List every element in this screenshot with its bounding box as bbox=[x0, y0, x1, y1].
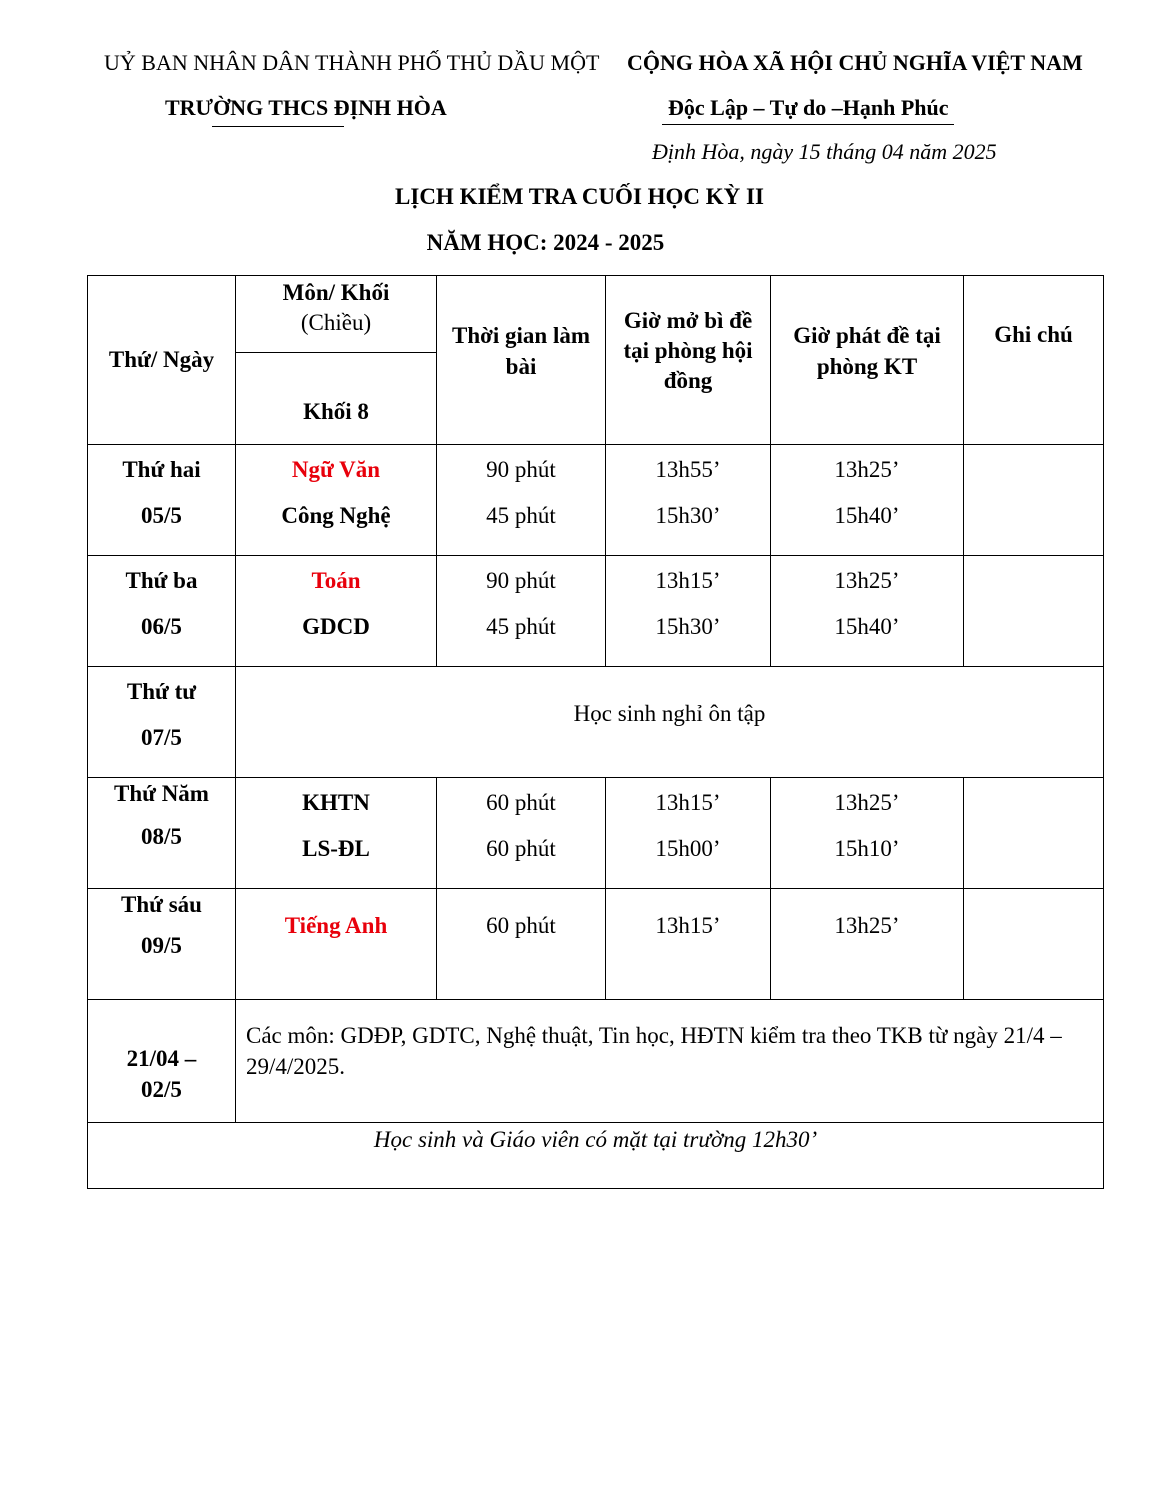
range-date-cell bbox=[88, 1000, 236, 1123]
authority-name: UỶ BAN NHÂN DÂN THÀNH PHỐ THỦ DẦU MỘT bbox=[104, 50, 600, 75]
country-name: CỘNG HÒA XÃ HỘI CHỦ NGHĨA VIỆT NAM bbox=[627, 50, 1083, 75]
duration-cell bbox=[437, 445, 606, 556]
open-time-cell bbox=[606, 889, 771, 1000]
day-name: Thứ sáu bbox=[121, 892, 202, 917]
open-time-value: 15h30’ bbox=[655, 614, 721, 639]
subject-cell bbox=[236, 445, 437, 556]
subject-name: LS-ĐL bbox=[302, 836, 370, 861]
col-day-header bbox=[88, 276, 236, 445]
distribute-time-cell bbox=[771, 445, 964, 556]
subject-name: Công Nghệ bbox=[281, 503, 391, 528]
note-cell bbox=[964, 445, 1104, 556]
range-date-end: 02/5 bbox=[141, 1077, 182, 1102]
day-date: 09/5 bbox=[141, 933, 182, 958]
open-time-value: 15h00’ bbox=[655, 836, 721, 861]
open-time-value: 13h15’ bbox=[655, 913, 721, 938]
duration-value: 90 phút bbox=[486, 568, 556, 593]
distribute-time-value: 15h40’ bbox=[834, 503, 900, 528]
note-cell bbox=[964, 778, 1104, 889]
day-cell bbox=[88, 445, 236, 556]
col-note-header bbox=[964, 276, 1104, 445]
open-time-value: 15h30’ bbox=[655, 503, 721, 528]
subject-cell bbox=[236, 778, 437, 889]
duration-value: 60 phút bbox=[486, 913, 556, 938]
subject-name: GDCD bbox=[302, 614, 370, 639]
range-text-cell bbox=[236, 1000, 1104, 1123]
table-row bbox=[88, 556, 1104, 667]
subject-cell bbox=[236, 556, 437, 667]
subject-name: KHTN bbox=[302, 790, 370, 815]
day-date: 05/5 bbox=[141, 503, 182, 528]
distribute-time-value: 13h25’ bbox=[834, 790, 900, 815]
table-row bbox=[88, 445, 1104, 556]
school-year: NĂM HỌC: 2024 - 2025 bbox=[426, 230, 665, 255]
subject-cell bbox=[236, 889, 437, 1000]
duration-value: 45 phút bbox=[486, 614, 556, 639]
col-duration-header bbox=[437, 276, 606, 445]
rest-day-cell bbox=[236, 667, 1104, 778]
grade-label: Khối 8 bbox=[303, 399, 369, 424]
subject-name: Toán bbox=[311, 568, 361, 593]
motto: Độc Lập – Tự do –Hạnh Phúc bbox=[668, 95, 949, 120]
day-name: Thứ tư bbox=[126, 679, 197, 704]
duration-cell bbox=[437, 778, 606, 889]
open-time-cell bbox=[606, 778, 771, 889]
open-time-value: 13h15’ bbox=[655, 568, 721, 593]
table-row bbox=[88, 778, 1104, 889]
range-date-start: 21/04 – bbox=[126, 1046, 197, 1071]
col-subject-label: Môn/ Khối bbox=[282, 280, 390, 305]
col-distribute-header bbox=[771, 276, 964, 445]
subject-name: Ngữ Văn bbox=[291, 457, 381, 482]
col-note-label: Ghi chú bbox=[994, 322, 1073, 347]
subject-name: Tiếng Anh bbox=[284, 913, 388, 938]
day-date: 06/5 bbox=[141, 614, 182, 639]
col-grade-header bbox=[236, 353, 437, 445]
col-open-label-2: tại phòng hội bbox=[623, 338, 753, 363]
range-row bbox=[88, 1000, 1104, 1123]
open-time-cell bbox=[606, 445, 771, 556]
duration-value: 90 phút bbox=[486, 457, 556, 482]
school-underline bbox=[212, 126, 344, 127]
open-time-cell bbox=[606, 556, 771, 667]
col-day-label: Thứ/ Ngày bbox=[108, 347, 215, 372]
distribute-time-value: 15h40’ bbox=[834, 614, 900, 639]
col-duration-label-2: bài bbox=[505, 354, 537, 379]
col-open-header bbox=[606, 276, 771, 445]
note-cell bbox=[964, 889, 1104, 1000]
duration-cell bbox=[437, 556, 606, 667]
open-time-value: 13h55’ bbox=[655, 457, 721, 482]
table-row bbox=[88, 667, 1104, 778]
table-row bbox=[88, 889, 1104, 1000]
distribute-time-cell bbox=[771, 889, 964, 1000]
col-subject-sublabel: (Chiều) bbox=[300, 310, 372, 335]
day-cell bbox=[88, 889, 236, 1000]
header-row bbox=[88, 276, 1104, 353]
day-name: Thứ ba bbox=[125, 568, 198, 593]
day-name: Thứ hai bbox=[122, 457, 201, 482]
distribute-time-value: 13h25’ bbox=[834, 913, 900, 938]
distribute-time-value: 15h10’ bbox=[834, 836, 900, 861]
col-open-label-3: đồng bbox=[663, 368, 713, 393]
distribute-time-value: 13h25’ bbox=[834, 568, 900, 593]
day-cell bbox=[88, 778, 236, 889]
duration-value: 45 phút bbox=[486, 503, 556, 528]
distribute-time-cell bbox=[771, 556, 964, 667]
school-name: TRƯỜNG THCS ĐỊNH HÒA bbox=[165, 95, 447, 120]
col-distribute-label-2: phòng KT bbox=[816, 354, 918, 379]
distribute-time-cell bbox=[771, 778, 964, 889]
col-open-label-1: Giờ mở bì đề bbox=[623, 308, 753, 333]
distribute-time-value: 13h25’ bbox=[834, 457, 900, 482]
rest-day-message: Học sinh nghỉ ôn tập bbox=[573, 701, 766, 726]
day-name: Thứ Năm bbox=[114, 781, 209, 806]
day-date: 07/5 bbox=[141, 725, 182, 750]
duration-cell bbox=[437, 889, 606, 1000]
note-cell bbox=[964, 556, 1104, 667]
open-time-value: 13h15’ bbox=[655, 790, 721, 815]
day-cell bbox=[88, 556, 236, 667]
day-cell bbox=[88, 667, 236, 778]
exam-schedule-table bbox=[87, 275, 1104, 1189]
range-text: Các môn: GDĐP, GDTC, Nghệ thuật, Tin học, HĐTN kiểm tra theo TKB từ ngày 21/4 – 29/4/2025. bbox=[246, 1023, 1062, 1079]
duration-value: 60 phút bbox=[486, 836, 556, 861]
col-subject-header bbox=[236, 276, 437, 353]
page-title: LỊCH KIỂM TRA CUỐI HỌC KỲ II bbox=[395, 184, 764, 209]
issue-date: Định Hòa, ngày 15 tháng 04 năm 2025 bbox=[652, 139, 997, 164]
day-date: 08/5 bbox=[141, 824, 182, 849]
footer-row bbox=[88, 1123, 1104, 1189]
duration-value: 60 phút bbox=[486, 790, 556, 815]
col-distribute-label-1: Giờ phát đề tại bbox=[793, 323, 941, 348]
col-duration-label-1: Thời gian làm bbox=[452, 323, 590, 348]
motto-underline bbox=[662, 124, 954, 125]
footer-note: Học sinh và Giáo viên có mặt tại trường 12h30’ bbox=[88, 1123, 1104, 1189]
